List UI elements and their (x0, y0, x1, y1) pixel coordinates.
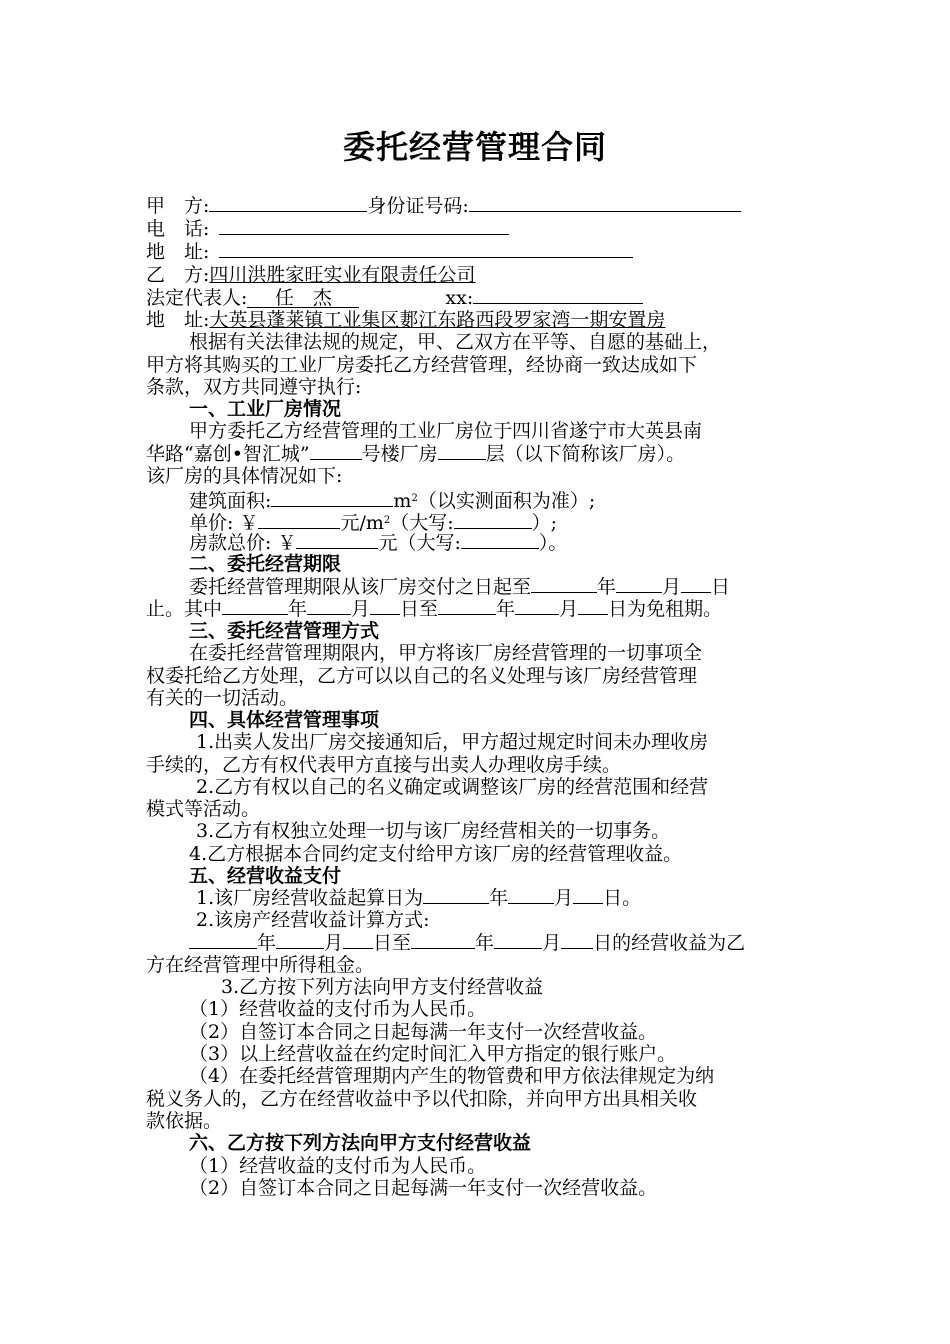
s5-payment-1: （1）经营收益的支付币为人民币。 (189, 998, 487, 1020)
term-end-year-field[interactable] (531, 576, 597, 593)
s5-payment-2: （2）自签订本合同之日起每满一年支付一次经营收益。 (189, 1021, 658, 1043)
unit-price-words-field[interactable] (454, 512, 532, 529)
s5-payment-4-line-3: 款依据。 (146, 1110, 223, 1132)
intro-line-2: 甲方将其购买的工业厂房委托乙方经营管理，经协商一致达成如下 (146, 354, 698, 376)
s3-line-3: 有关的一切活动。 (146, 687, 299, 709)
section-4-heading: 四、具体经营管理事项 (189, 709, 380, 731)
party-b-address: 大英县蓬莱镇工业集区郪江东路西段罗家湾一期安置房 (209, 309, 666, 331)
party-b-address-line (146, 309, 665, 331)
intro-line-1: 根据有关法律法规的规定，甲、乙双方在平等、自愿的基础上， (189, 331, 722, 353)
s5-item-2: 2.该房产经营收益计算方式: (196, 909, 430, 931)
calc-start-month-field[interactable] (276, 932, 324, 949)
s6-payment-2: （2）自签订本合同之日起每满一年支付一次经营收益。 (189, 1177, 658, 1199)
s6-payment-1: （1）经营收益的支付币为人民币。 (189, 1155, 487, 1177)
unit-price-label: 单价: ￥ (189, 512, 259, 534)
s5-calc-end-text: 日的经营收益为乙 (593, 932, 746, 954)
s1-floor-text: 层（以下简称该厂房）。 (485, 443, 686, 465)
total-price-end: ）。 (538, 532, 568, 554)
unit-price-words-label: （大写: (390, 512, 454, 534)
unit-price-exponent: 2 (383, 515, 391, 526)
intro-line-3: 条款，双方共同遵守执行: (146, 376, 362, 398)
s5-payment-4-line-1: （4）在委托经营管理期内产生的物管费和甲方依法律规定为纳 (189, 1065, 715, 1087)
income-start-day-field[interactable] (573, 887, 603, 904)
s3-line-2: 权委托给乙方处理，乙方可以以自己的名义处理与该厂房经营管理 (146, 665, 698, 687)
day-to-label: 日至 (373, 932, 412, 954)
party-a-address-field[interactable] (219, 241, 633, 258)
year-label: 年 (257, 932, 277, 954)
s4-item-2-line-1: 2.乙方有权以自己的名义确定或调整该厂房的经营范围和经营 (196, 776, 709, 798)
year-label: 年 (496, 598, 516, 620)
unit-price-line (189, 510, 557, 534)
party-a-address-line (146, 241, 633, 263)
area-note: （以实测面积为准）; (417, 490, 596, 512)
id-number-field[interactable] (469, 195, 741, 212)
s2-free-rent-text: 止。其中 (146, 598, 223, 620)
area-line (189, 488, 595, 512)
s5-item-3: 3.乙方按下列方法向甲方支付经营收益 (221, 976, 544, 998)
month-label: 月 (542, 932, 562, 954)
legal-rep-name: 任 杰 (247, 287, 359, 308)
section-3-heading: 三、委托经营管理方式 (189, 620, 380, 642)
month-label: 月 (324, 932, 344, 954)
s2-line-1 (189, 576, 730, 598)
party-b-name: 四川洪胜家旺实业有限责任公司 (209, 264, 476, 286)
id-number-label: 身份证号码: (367, 195, 469, 217)
phone-line (146, 218, 509, 240)
s5-payment-4-line-2: 税义务人的，乙方在经营收益中予以代扣除，并向甲方出具相关收 (146, 1088, 698, 1110)
free-start-day-field[interactable] (370, 598, 400, 615)
unit-price-unit: 元/m (340, 512, 384, 534)
calc-end-month-field[interactable] (494, 932, 542, 949)
total-price-unit: 元（大写: (378, 532, 461, 554)
total-price-field[interactable] (296, 532, 378, 549)
day-label: 日 (711, 576, 731, 598)
total-price-words-field[interactable] (461, 532, 539, 549)
area-field[interactable] (271, 490, 393, 507)
party-a-line (146, 195, 741, 217)
month-label: 月 (351, 598, 371, 620)
area-label: 建筑面积: (189, 490, 272, 512)
s5-calc-line-2: 方在经营管理中所得租金。 (146, 954, 375, 976)
section-1-heading: 一、工业厂房情况 (189, 398, 342, 420)
year-label: 年 (475, 932, 495, 954)
phone-label: 电 话: (146, 218, 210, 240)
party-b-address-label: 地 址: (146, 309, 210, 331)
legal-rep-line (146, 287, 643, 309)
phone-field[interactable] (219, 218, 509, 235)
s1-line-2 (146, 443, 685, 465)
section-6-heading: 六、乙方按下列方法向甲方支付经营收益 (189, 1132, 532, 1154)
s2-free-rent-end: 日为免租期。 (608, 598, 723, 620)
total-price-label: 房款总价: ￥ (189, 532, 297, 554)
area-unit: m (393, 490, 412, 512)
income-start-month-field[interactable] (508, 887, 554, 904)
section-2-heading: 二、委托经营期限 (189, 553, 342, 575)
s1-line-3: 该厂房的具体情况如下: (146, 465, 343, 487)
s4-item-1-line-2: 手续的，乙方有权代表甲方直接与出卖人办理收房手续。 (146, 754, 622, 776)
month-label: 月 (554, 887, 574, 909)
calc-end-day-field[interactable] (561, 932, 593, 949)
building-number-field[interactable] (310, 443, 362, 460)
free-start-year-field[interactable] (222, 598, 288, 615)
document-title: 委托经营管理合同 (342, 128, 607, 166)
calc-start-year-field[interactable] (189, 932, 257, 949)
total-price-line (189, 532, 567, 554)
party-a-label: 甲 方: (146, 195, 210, 217)
s1-line-1: 甲方委托乙方经营管理的工业厂房位于四川省遂宁市大英县南 (189, 420, 703, 442)
s5-start-date-end: 日。 (603, 887, 642, 909)
s1-building-text: 号楼厂房 (361, 443, 438, 465)
income-start-year-field[interactable] (423, 887, 489, 904)
s1-location-text: 华路“嘉创•智汇城” (146, 443, 310, 465)
free-end-day-field[interactable] (578, 598, 608, 615)
floor-field[interactable] (438, 443, 486, 460)
month-label: 月 (662, 576, 682, 598)
section-5-heading: 五、经营收益支付 (189, 865, 342, 887)
year-label: 年 (597, 576, 617, 598)
s5-start-date-text: 1.该厂房经营收益起算日为 (196, 887, 424, 909)
legal-rep-label: 法定代表人: (146, 287, 248, 309)
party-b-label: 乙 方: (146, 264, 210, 286)
term-end-month-field[interactable] (616, 576, 662, 593)
free-start-month-field[interactable] (307, 598, 351, 615)
calc-end-year-field[interactable] (411, 932, 475, 949)
unit-price-field[interactable] (258, 512, 340, 529)
area-unit-exponent: 2 (411, 493, 418, 504)
party-a-address-label: 地 址: (146, 241, 210, 263)
year-label: 年 (489, 887, 509, 909)
party-a-name-field[interactable] (209, 195, 367, 212)
s4-item-3: 3.乙方有权独立处理一切与该厂房经营相关的一切事务。 (196, 820, 671, 842)
xx-field[interactable] (473, 287, 643, 304)
s4-item-2-line-2: 模式等活动。 (146, 798, 261, 820)
year-label: 年 (288, 598, 308, 620)
calc-start-day-field[interactable] (343, 932, 373, 949)
party-b-line (146, 264, 475, 286)
s5-item-1 (196, 887, 641, 909)
s3-line-1: 在委托经营管理期限内，甲方将该厂房经营管理的一切事项全 (189, 642, 703, 664)
s2-line-2 (146, 598, 722, 620)
s4-item-4: 4.乙方根据本合同约定支付给甲方该厂房的经营管理收益。 (189, 843, 683, 865)
term-end-day-field[interactable] (681, 576, 711, 593)
free-end-year-field[interactable] (438, 598, 496, 615)
s4-item-1-line-1: 1.出卖人发出厂房交接通知后，甲方超过规定时间未办理收房 (196, 731, 709, 753)
s5-calc-line-1 (189, 932, 745, 954)
xx-label: xx: (445, 287, 474, 309)
month-label: 月 (559, 598, 579, 620)
s2-term-text: 委托经营管理期限从该厂房交付之日起至 (189, 576, 532, 598)
free-end-month-field[interactable] (515, 598, 559, 615)
s5-payment-3: （3）以上经营收益在约定时间汇入甲方指定的银行账户。 (189, 1043, 677, 1065)
day-to-label: 日至 (400, 598, 439, 620)
unit-price-end: ）; (531, 512, 558, 534)
